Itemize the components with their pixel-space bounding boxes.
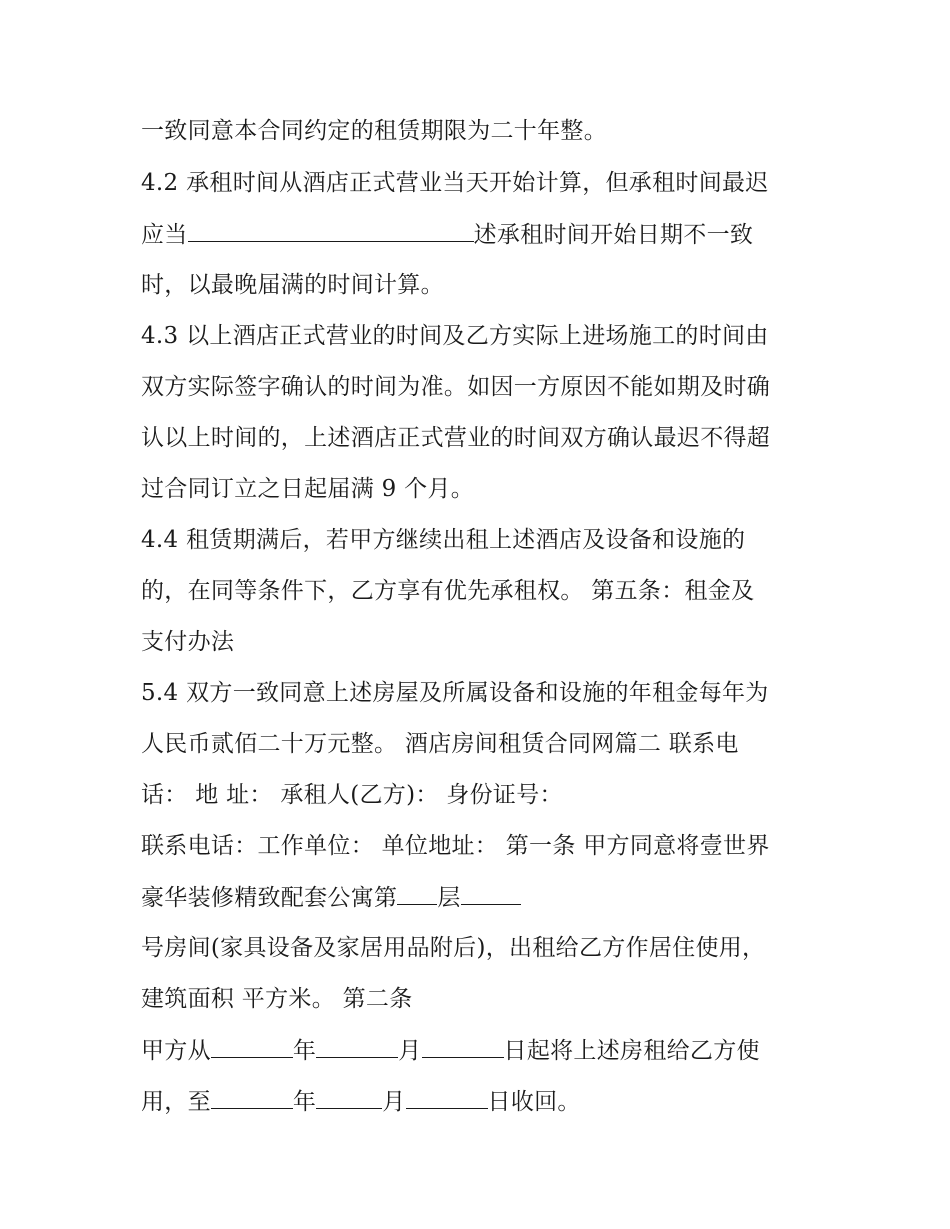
text-line-12: 5.4 双方一致同意上述房屋及所属设备和设施的年租金每年为 (141, 680, 769, 706)
text-segment: 日起将上述房租给乙方使 (503, 1038, 760, 1064)
fill-in-blank (211, 1035, 293, 1058)
text-line-1: 一致同意本合同约定的租赁期限为二十年整。 (141, 118, 607, 144)
text-segment: 年 (292, 1089, 317, 1115)
fill-in-blank (406, 1086, 488, 1109)
text-line-3 (141, 219, 753, 250)
text-line-17: 号房间(家具设备及家居用品附后)，出租给乙方作居住使用， (141, 935, 766, 961)
text-line-5: 4.3 以上酒店正式营业的时间及乙方实际上进场施工的时间由 (141, 323, 769, 349)
text-line-20 (141, 1086, 581, 1117)
text-line-15: 联系电话：工作单位： 单位地址： 第一条 甲方同意将壹世界 (141, 833, 770, 859)
text-segment: 豪华装修精致配套公寓第 (141, 885, 398, 911)
text-segment: 述承租时间开始日期不一致 (473, 222, 754, 248)
text-segment: 日收回。 (487, 1089, 581, 1115)
text-line-11: 支付办法 (141, 629, 235, 655)
fill-in-blank (316, 1086, 382, 1109)
text-segment: 月 (382, 1089, 406, 1115)
text-line-10: 的，在同等条件下，乙方享有优先承租权。 第五条：租金及 (141, 578, 755, 604)
text-segment: 用，至 (141, 1089, 211, 1115)
text-line-4: 时，以最晚届满的时间计算。 (141, 272, 444, 298)
fill-in-blank (422, 1035, 504, 1058)
text-segment: 甲方从 (141, 1038, 211, 1064)
text-line-9: 4.4 租赁期满后，若甲方继续出租上述酒店及设备和设施的 (141, 527, 746, 553)
fill-in-blank (461, 882, 521, 905)
text-segment: 应当 (141, 222, 188, 248)
fill-in-blank (397, 882, 437, 905)
text-line-2: 4.2 承租时间从酒店正式营业当天开始计算，但承租时间最迟 (141, 170, 769, 196)
fill-in-blank (188, 219, 474, 242)
text-segment: 年 (292, 1038, 317, 1064)
text-line-19 (141, 1035, 760, 1066)
text-line-8: 过合同订立之日起届满 9 个月。 (141, 476, 475, 502)
text-line-18: 建筑面积 平方米。 第二条 (141, 986, 413, 1012)
text-line-13: 人民币贰佰二十万元整。 酒店房间租赁合同网篇二 联系电 (141, 731, 739, 757)
text-segment: 层 (437, 885, 461, 911)
fill-in-blank (316, 1035, 398, 1058)
fill-in-blank (211, 1086, 293, 1109)
text-line-14: 话： 地 址： 承租人(乙方)： 身份证号： (141, 782, 563, 808)
text-segment: 月 (398, 1038, 422, 1064)
text-line-7: 认以上时间的，上述酒店正式营业的时间双方确认最迟不得超 (141, 425, 771, 451)
text-line-16 (141, 882, 521, 913)
text-line-6: 双方实际签字确认的时间为准。如因一方原因不能如期及时确 (141, 374, 771, 400)
